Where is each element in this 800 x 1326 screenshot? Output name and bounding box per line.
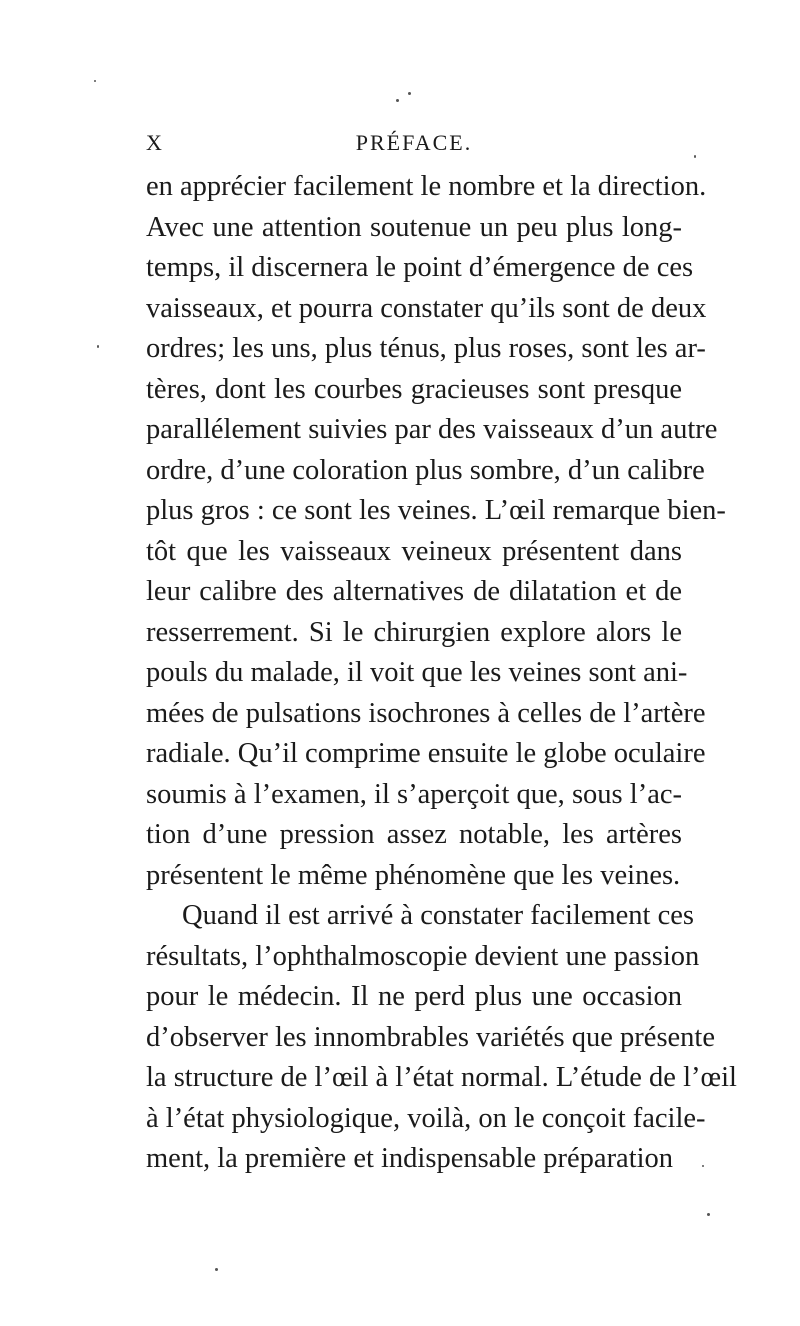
- text-line: pour le médecin. Il ne perd plus une occasion: [146, 981, 682, 1012]
- text-line: plus gros : ce sont les veines. L’œil remarque bien-: [146, 495, 726, 526]
- text-line: Quand il est arrivé à constater facilement ces: [182, 900, 694, 931]
- text-line: tères, dont les courbes gracieuses sont presque: [146, 373, 682, 405]
- paper-speck: [702, 1165, 704, 1167]
- text-line: temps, il discernera le point d’émergence de ces: [146, 252, 694, 283]
- text-line: tôt que les vaisseaux veineux présentent dans: [146, 535, 682, 567]
- text-line: Avec une attention soutenue un peu plus long-: [146, 211, 682, 243]
- text-line: soumis à l’examen, il s’aperçoit que, sous l’ac-: [146, 778, 682, 810]
- text-line: en apprécier facilement le nombre et la direction.: [146, 171, 707, 202]
- page-number: X: [146, 130, 163, 155]
- text-line: mées de pulsations isochrones à celles de l’artère: [146, 697, 706, 729]
- running-head-title: PRÉFACE.: [355, 130, 473, 155]
- running-head: [146, 130, 682, 160]
- paper-speck: [408, 92, 411, 95]
- text-line: vaisseaux, et pourra constater qu’ils sont de deux: [146, 292, 707, 324]
- text-line: la structure de l’œil à l’état normal. L’étude de l’œil: [146, 1062, 737, 1093]
- paper-speck: [97, 345, 99, 348]
- text-line: ordre, d’une coloration plus sombre, d’un calibre: [146, 454, 705, 486]
- paper-speck: [94, 80, 96, 82]
- text-line: résultats, l’ophthalmoscopie devient une passion: [146, 940, 700, 972]
- text-line: pouls du malade, il voit que les veines sont ani-: [146, 657, 688, 688]
- text-line: ordres; les uns, plus ténus, plus roses, sont les ar-: [146, 333, 706, 364]
- body-text: [146, 167, 737, 1180]
- text-line: présentent le même phénomène que les veines.: [146, 859, 681, 891]
- paper-speck: [707, 1213, 710, 1216]
- paper-speck: [215, 1268, 218, 1271]
- paper-speck: [396, 99, 399, 102]
- text-line: parallélement suivies par des vaisseaux d’un autre: [146, 414, 718, 445]
- text-line: à l’état physiologique, voilà, on le conçoit facile-: [146, 1102, 706, 1134]
- text-line: radiale. Qu’il comprime ensuite le globe oculaire: [146, 738, 706, 769]
- text-line: resserrement. Si le chirurgien explore alors le: [146, 616, 682, 648]
- text-line: d’observer les innombrables variétés que présente: [146, 1021, 715, 1053]
- paper-speck: [694, 155, 696, 158]
- text-line: tion d’une pression assez notable, les artères: [146, 819, 682, 850]
- text-line: ment, la première et indispensable préparation: [146, 1143, 674, 1174]
- text-line: leur calibre des alternatives de dilatation et de: [146, 576, 682, 607]
